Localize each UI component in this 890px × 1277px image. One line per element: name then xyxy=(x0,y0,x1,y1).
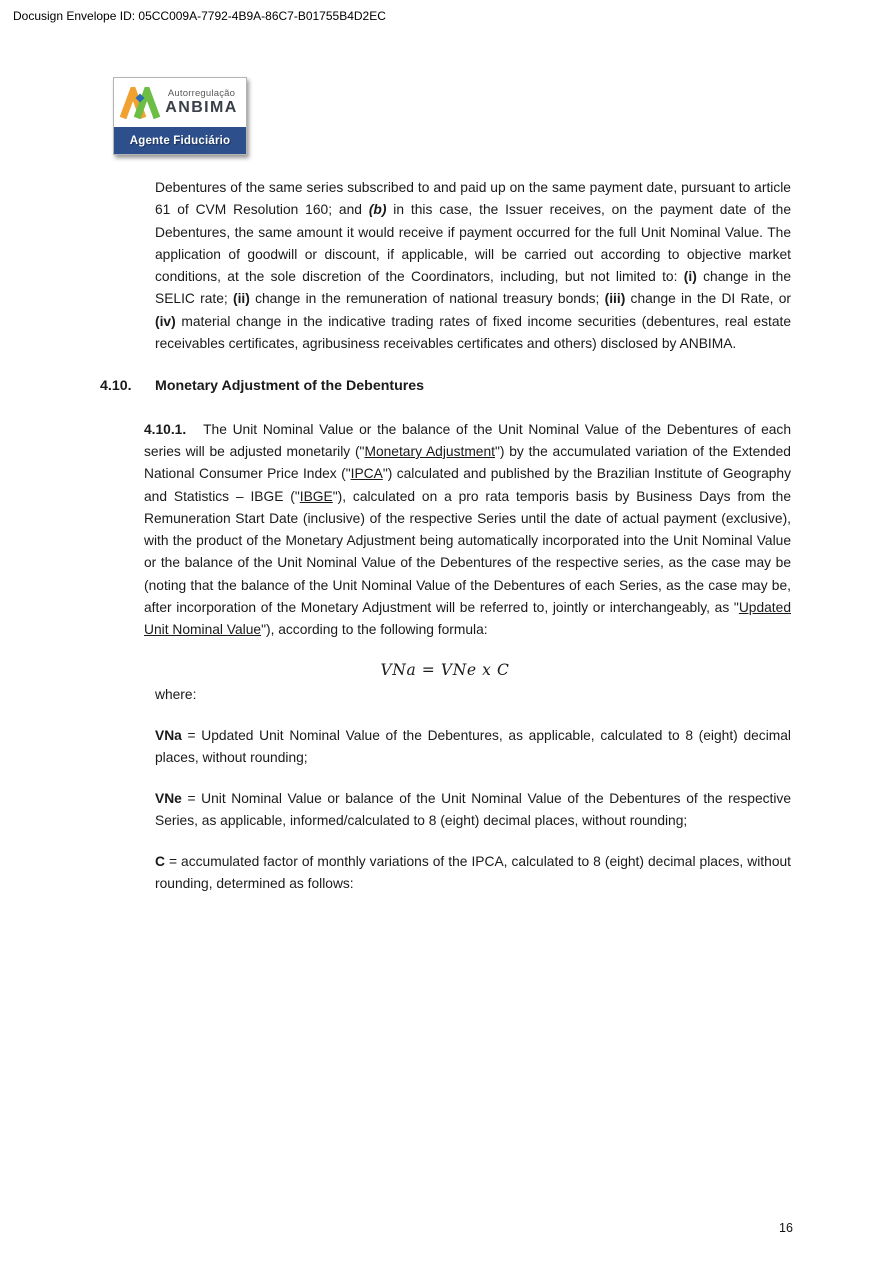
anbima-mountains-icon xyxy=(120,87,160,119)
page-number: 16 xyxy=(779,1221,793,1235)
where-label: where: xyxy=(155,686,197,702)
anbima-logo-top xyxy=(114,78,246,127)
clause-4-10-1: 4.10.1. The Unit Nominal Value or the balance of the Unit Nominal Value of the Debentures of each series will be adjusted monetarily ("Monetary Adjustment") by the accumulated variation of the Extended National Consumer Price Index ("IPCA") calculated and published by the Brazilian Institute of Geography and Statistics – IBGE ("IBGE"), calculated on a pro rata temporis basis by Business Days from the Remuneration Start Date (inclusive) of the respective Series until the date of actual payment (exclusive), with the product of the Monetary Adjustment being automatically incorporated into the Unit Nominal Value or the balance of the Unit Nominal Value of the Debentures of the respective series, as the case may be (noting that the balance of the Unit Nominal Value of the Debentures of each Series, as the case may be, after incorporation of the Monetary Adjustment will be referred to, jointly or interchangeably, as "Updated Unit Nominal Value"), according to the following formula: xyxy=(144,421,792,638)
formula-vna-equals-vne-x-c: VNa = VNe x C xyxy=(380,660,510,679)
anbima-logo xyxy=(113,77,247,155)
anbima-logo-text xyxy=(165,89,237,117)
paragraph-debentures: Debentures of the same series subscribed to and paid up on the same payment date, pursuant to article 61 of CVM Resolution 160; and (b) in this case, the Issuer receives, on the payment date of the Debentures, the same amount it would receive if payment occurred for the full Unit Nominal Value. The application of goodwill or discount, if applicable, will be carried out according to objective market conditions, at the sole discretion of the Coordinators, including, but not limited to: (i) change in the SELIC rate; (ii) change in the remuneration of national treasury bonds; (iii) change in the DI Rate, or (iv) material change in the indicative trading rates of fixed income securities (debentures, real estate receivables certificates, agribusiness receivables certificates and others) disclosed by ANBIMA. xyxy=(155,180,792,352)
section-number: 4.10. xyxy=(100,378,132,395)
anbima-tagline: Autorregulação xyxy=(167,87,236,99)
definition-vna: VNa = Updated Unit Nominal Value of the Debentures, as applicable, calculated to 8 (eight) decimal places, without rounding; xyxy=(155,727,791,766)
docusign-envelope-id: Docusign Envelope ID: 05CC009A-7792-4B9A-86C7-B01755B4D2EC xyxy=(13,9,386,23)
section-title: Monetary Adjustment of the Debentures xyxy=(155,378,425,395)
anbima-brand: ANBIMA xyxy=(165,99,238,117)
anbima-banner: Agente Fiduciário xyxy=(114,127,246,154)
definition-c: C = accumulated factor of monthly variations of the IPCA, calculated to 8 (eight) decimal places, without rounding, determined as follows: xyxy=(155,853,791,892)
definition-vne: VNe = Unit Nominal Value or balance of the Unit Nominal Value of the Debentures of the respective Series, as applicable, informed/calculated to 8 (eight) decimal places, without rounding; xyxy=(155,790,791,829)
section-heading xyxy=(100,375,791,397)
document-body xyxy=(0,177,890,896)
